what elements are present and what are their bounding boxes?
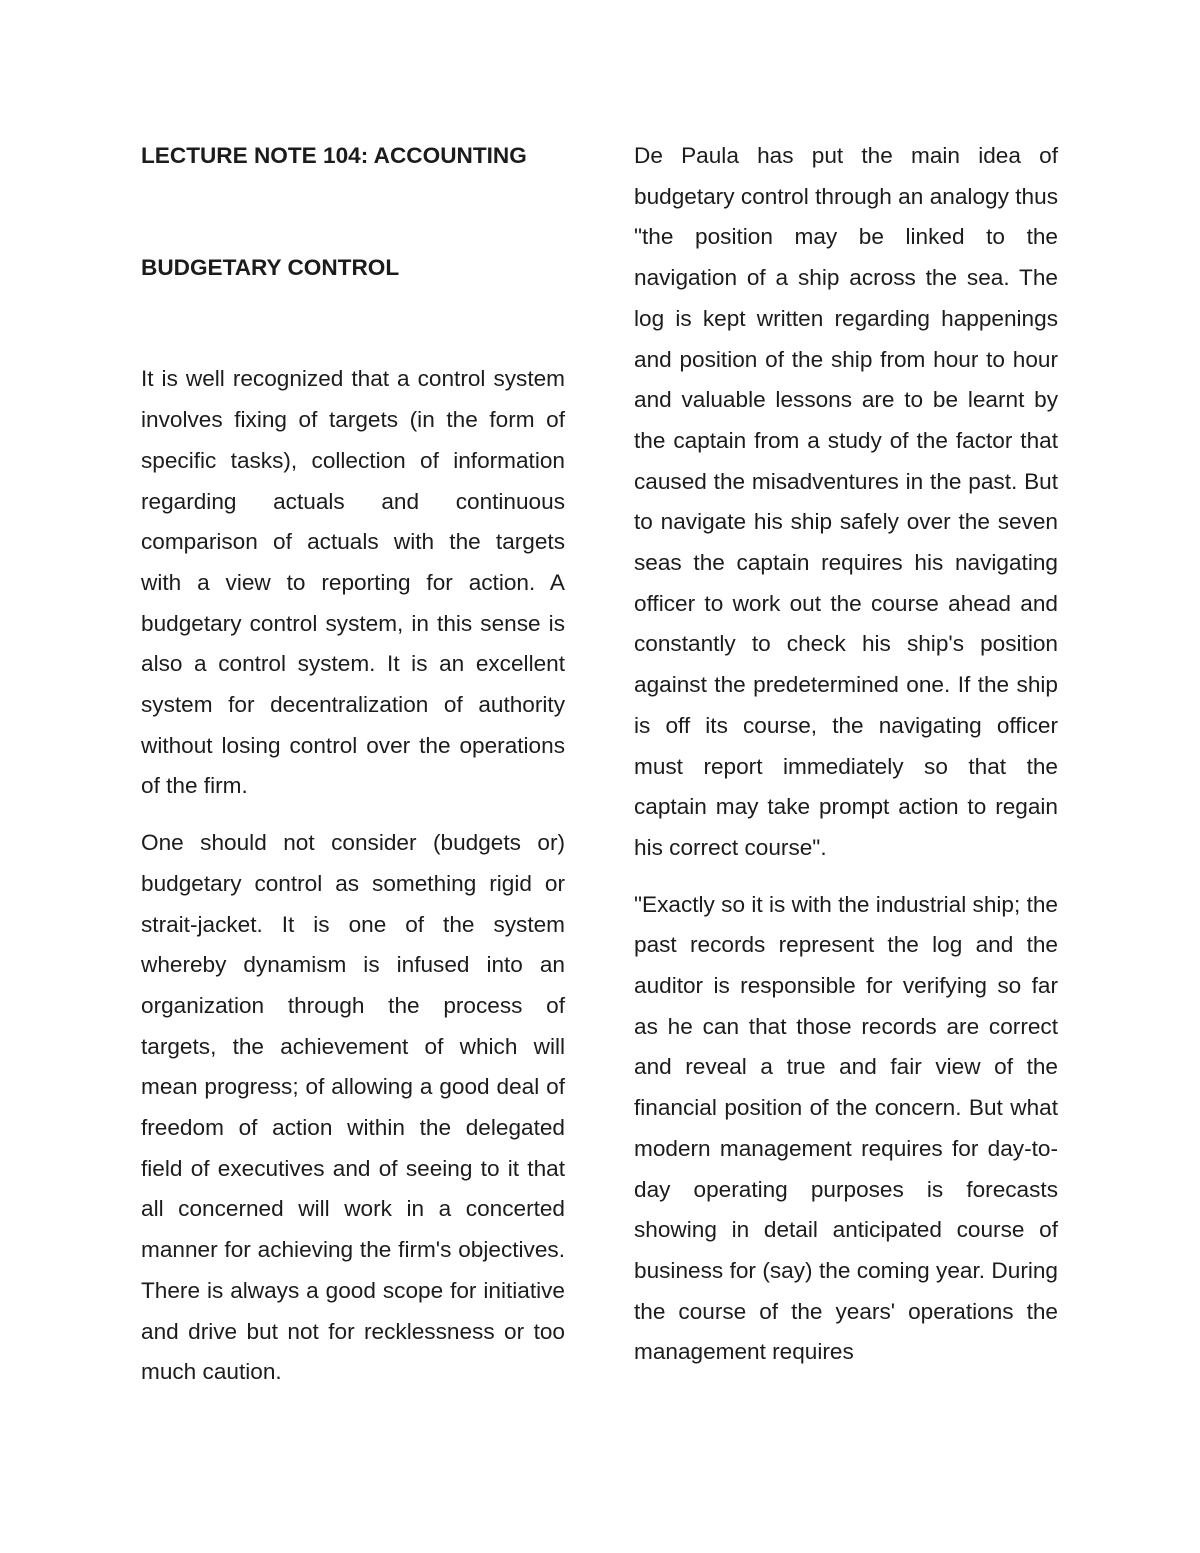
paragraph: "Exactly so it is with the industrial ship; the past records represent the log and the auditor is responsible for verifying so far as he can that those records are correct and reveal a true and fair view of the financial position of the concern. But what modern management requires for day-to-day operating purposes is forecasts showing in detail anticipated course of business for (say) the coming year. During the course of the years' operations the management requires	[634, 891, 1058, 1365]
document-title: LECTURE NOTE 104: ACCOUNTING	[141, 143, 527, 168]
paragraph: One should not consider (budgets or) budgetary control as something rigid or strait-jacket. It is one of the system whereby dynamism is infused into an organization through the process of targets, the achievement of which will mean progress; of allowing a good deal of freedom of action within the delegated field of executives and of seeing to it that all concerned will work in a concerted manner for achieving the firm's objectives. There is always a good scope for initiative and drive but not for recklessness or too much caution.	[141, 830, 565, 1385]
paragraph: It is well recognized that a control system involves fixing of targets (in the form of specific tasks), collection of information regarding actuals and continuous comparison of actuals with the targets with a view to reporting for action. A budgetary control system, in this sense is also a control system. It is an excellent system for decentralization of authority without losing control over the operations of the firm.	[141, 366, 565, 799]
right-column	[634, 136, 1058, 1389]
paragraph: De Paula has put the main idea of budgetary control through an analogy thus "the position may be linked to the navigation of a ship across the sea. The log is kept written regarding happenings and position of the ship from hour to hour and valuable lessons are to be learnt by the captain from a study of the factor that caused the misadventures in the past. But to navigate his ship safely over the seven seas the captain requires his navigating officer to work out the course ahead and constantly to check his ship's position against the predetermined one. If the ship is off its course, the navigating officer must report immediately so that the captain may take prompt action to regain his correct course".	[634, 143, 1058, 860]
left-column	[141, 136, 565, 1409]
section-heading: BUDGETARY CONTROL	[141, 254, 400, 280]
